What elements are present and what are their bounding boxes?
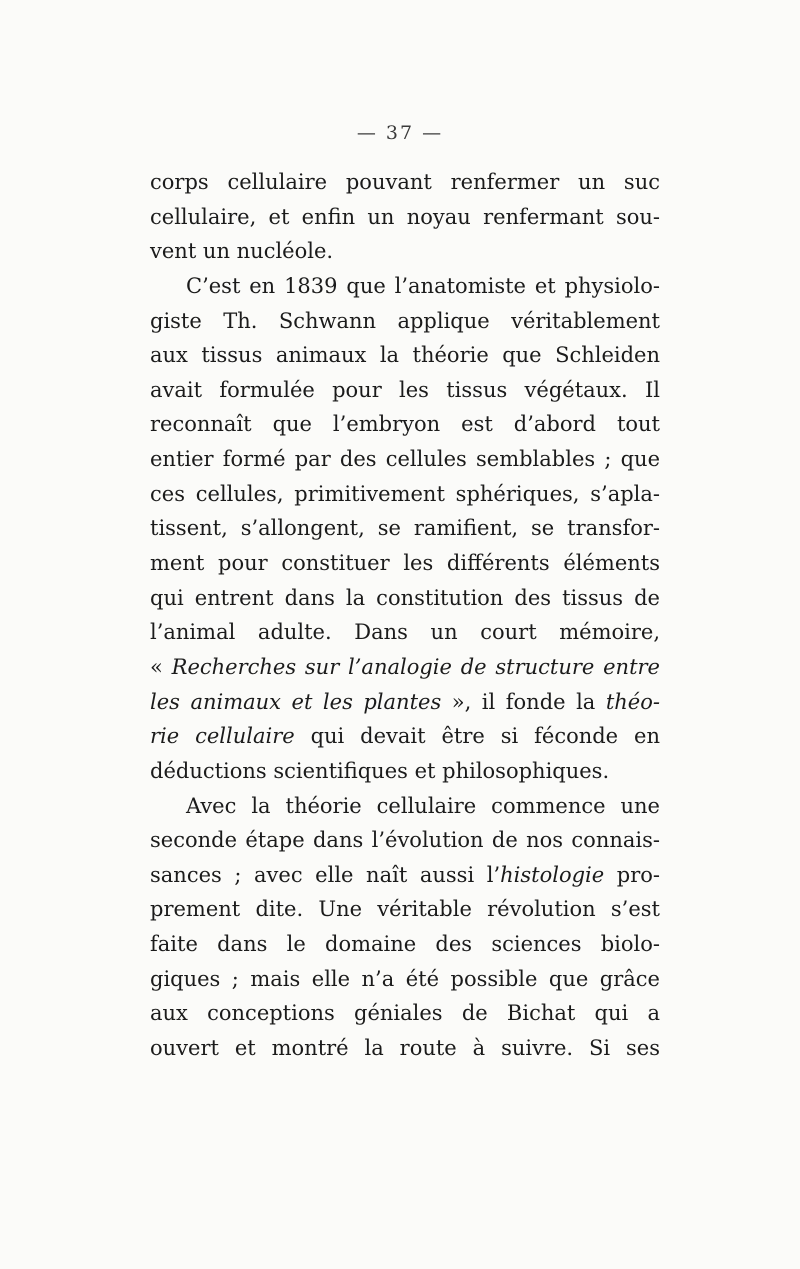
text-run: seconde étape dans l’évolution de nos connais- bbox=[150, 828, 660, 853]
text-run: sances ; avec elle naît aussi l’ bbox=[150, 862, 501, 887]
text-line bbox=[150, 719, 660, 754]
text-run: corps cellulaire pouvant renfermer un suc bbox=[150, 170, 660, 194]
text-line bbox=[150, 165, 660, 200]
text-line bbox=[150, 650, 660, 685]
text-line bbox=[150, 477, 660, 512]
text-line bbox=[150, 996, 660, 1031]
italic-text: histologie bbox=[500, 862, 605, 887]
text-line bbox=[150, 373, 660, 408]
italic-text: rie cellulaire bbox=[150, 724, 295, 749]
text-line bbox=[150, 304, 660, 339]
text-line bbox=[150, 338, 660, 373]
paragraph bbox=[150, 789, 660, 1066]
text-line bbox=[150, 962, 660, 997]
paragraph bbox=[150, 165, 660, 269]
text-line bbox=[150, 615, 660, 650]
text-line bbox=[150, 858, 660, 893]
text-run: avait formulée pour les tissus végétaux. Il bbox=[150, 377, 660, 402]
text-run: « bbox=[150, 654, 172, 679]
text-run: tissent, s’allongent, se ramifient, se transfor- bbox=[150, 516, 660, 541]
text-run: pro- bbox=[604, 862, 660, 887]
italic-text: théo- bbox=[605, 689, 660, 714]
text-run: prement dite. Une véritable révolution s’est bbox=[150, 897, 660, 922]
text-line bbox=[150, 269, 660, 304]
text-line bbox=[150, 823, 660, 858]
text-line bbox=[150, 234, 660, 269]
text-run: giste Th. Schwann applique véritablement bbox=[150, 308, 660, 333]
italic-text: les animaux et les plantes bbox=[150, 689, 442, 714]
text-line bbox=[150, 546, 660, 581]
text-line bbox=[150, 1031, 660, 1066]
text-run: C’est en 1839 que l’anatomiste et physiolo- bbox=[186, 273, 660, 298]
text-run: reconnaît que l’embryon est d’abord tout bbox=[150, 412, 660, 437]
text-line bbox=[150, 754, 660, 789]
text-line bbox=[150, 442, 660, 477]
body-text bbox=[150, 165, 660, 1066]
text-run: aux conceptions géniales de Bichat qui a bbox=[150, 1001, 660, 1026]
text-run: vent un nucléole. bbox=[150, 239, 334, 264]
text-run: Avec la théorie cellulaire commence une bbox=[186, 793, 660, 818]
italic-text: Recherches sur l’analogie de structure entre bbox=[171, 654, 660, 679]
text-line bbox=[150, 892, 660, 927]
text-run: l’animal adulte. Dans un court mémoire, bbox=[150, 620, 660, 645]
text-run: », il fonde la bbox=[441, 689, 606, 714]
text-run: ment pour constituer les différents éléments bbox=[150, 551, 660, 576]
text-run: faite dans le domaine des sciences biolo- bbox=[150, 932, 660, 957]
text-line bbox=[150, 511, 660, 546]
text-run: giques ; mais elle n’a été possible que grâce bbox=[150, 966, 660, 991]
text-run: aux tissus animaux la théorie que Schleiden bbox=[150, 343, 660, 368]
text-line bbox=[150, 789, 660, 824]
text-run: qui devait être si féconde en bbox=[294, 724, 660, 749]
text-line bbox=[150, 685, 660, 720]
text-run: entier formé par des cellules semblables ; que bbox=[150, 447, 660, 472]
text-run: ouvert et montré la route à suivre. Si ses bbox=[150, 1036, 660, 1061]
text-run: qui entrent dans la constitution des tissus de bbox=[150, 585, 660, 610]
page-number: — 37 — bbox=[356, 122, 444, 144]
text-line bbox=[150, 200, 660, 235]
paragraph bbox=[150, 269, 660, 789]
text-line bbox=[150, 581, 660, 616]
text-run: cellulaire, et enfin un noyau renfermant sou- bbox=[150, 204, 660, 229]
text-run: ces cellules, primitivement sphériques, s’apla- bbox=[150, 481, 660, 506]
text-line bbox=[150, 927, 660, 962]
text-line bbox=[150, 407, 660, 442]
text-run: déductions scientifiques et philosophiques. bbox=[150, 758, 610, 783]
